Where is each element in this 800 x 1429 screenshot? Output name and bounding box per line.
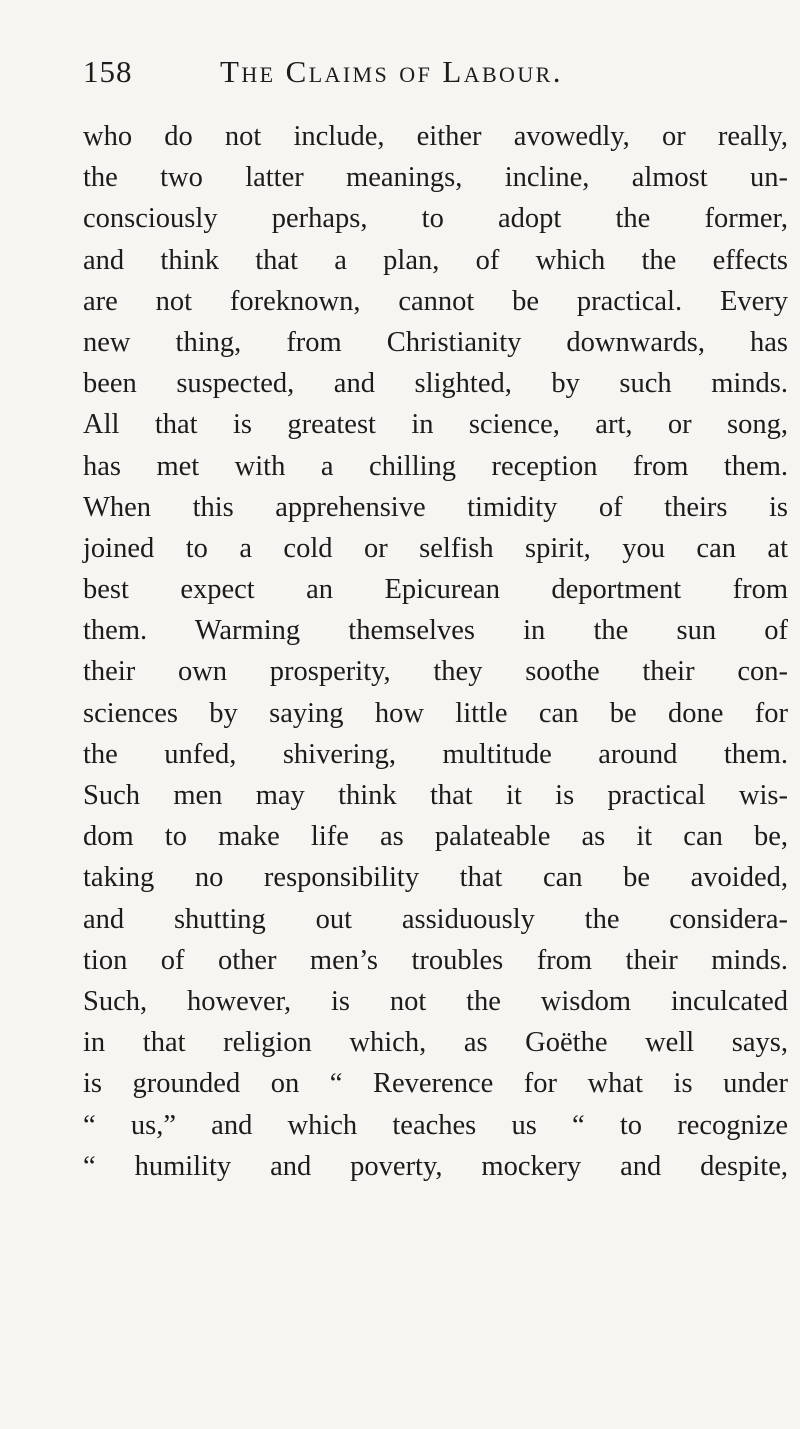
text-line: their own prosperity, they soothe their con- <box>83 656 788 688</box>
text-line: and think that a plan, of which the effects <box>83 244 788 276</box>
text-line: Such, however, is not the wisdom inculcated <box>83 985 788 1017</box>
text-line: been suspected, and slighted, by such minds. <box>83 368 788 400</box>
text-line: who do not include, either avowedly, or really, <box>83 121 788 152</box>
text-line: the unfed, shivering, multitude around them. <box>83 738 788 770</box>
text-line: When this apprehensive timidity of theirs is <box>83 491 788 523</box>
text-line: in that religion which, as Goëthe well says, <box>83 1027 788 1059</box>
text-line: are not foreknown, cannot be practical. Every <box>83 285 788 317</box>
text-line: Such men may think that it is practical wis- <box>83 780 788 811</box>
page-number: 158 <box>83 54 133 89</box>
text-line: the two latter meanings, incline, almost un- <box>83 162 788 194</box>
text-line: and shutting out assiduously the considera- <box>83 903 788 935</box>
text-line: taking no responsibility that can be avoided, <box>83 862 788 894</box>
page-header <box>83 54 783 104</box>
text-line: “ humility and poverty, mockery and despite, <box>83 1150 788 1182</box>
text-line: sciences by saying how little can be done for <box>83 697 788 729</box>
text-line: All that is greatest in science, art, or song, <box>83 409 788 441</box>
text-line: consciously perhaps, to adopt the former, <box>83 203 788 235</box>
body-text <box>83 116 788 1187</box>
text-line: is grounded on “ Reverence for what is under <box>83 1068 788 1100</box>
text-line: dom to make life as palateable as it can be, <box>83 821 788 853</box>
text-line: “ us,” and which teaches us “ to recognize <box>83 1109 788 1141</box>
text-line: has met with a chilling reception from them. <box>83 450 788 482</box>
text-line: new thing, from Christianity downwards, has <box>83 326 788 358</box>
text-line: joined to a cold or selfish spirit, you can at <box>83 532 788 564</box>
text-line: them. Warming themselves in the sun of <box>83 615 788 647</box>
running-head: The Claims of Labour. <box>220 54 563 89</box>
text-line: tion of other men’s troubles from their minds. <box>83 944 788 976</box>
text-line: best expect an Epicurean deportment from <box>83 574 788 606</box>
